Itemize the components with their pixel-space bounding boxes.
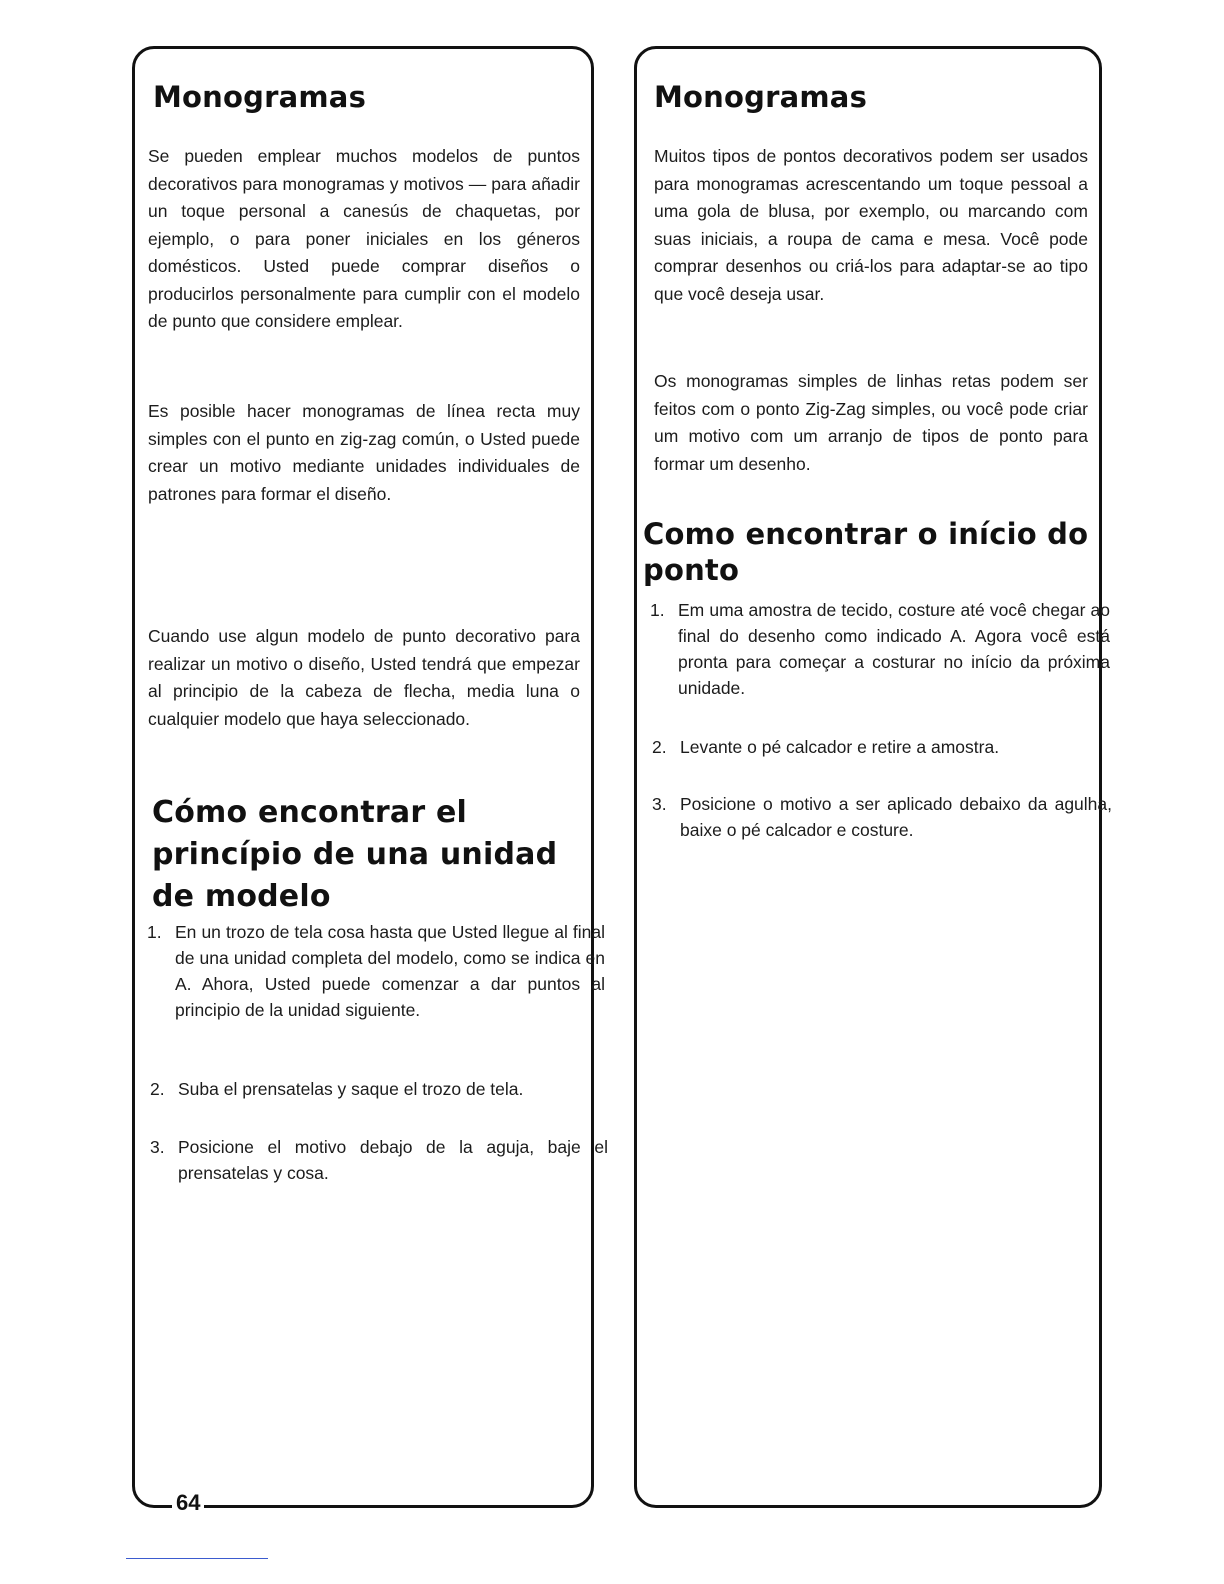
left-step-3-text: Posicione el motivo debajo de la aguja, baje el prensatelas y cosa. [178,1137,608,1183]
footer-underline [126,1558,268,1559]
left-step-2-text: Suba el prensatelas y saque el trozo de tela. [178,1079,524,1099]
left-step-1 [147,919,605,1023]
left-paragraph-2: Es posible hacer monogramas de línea recta muy simples con el punto en zig-zag común, o Usted puede crear un motivo mediante unidades individuales de patrones para formar el diseño. [148,401,580,504]
right-step-3-text: Posicione o motivo a ser aplicado debaixo da agulha, baixe o pé calcador e costure. [680,794,1112,840]
right-subheading-find-start: Como encontrar o início do ponto [643,517,1089,587]
left-step-3 [150,1134,608,1186]
left-step-3-number: 3. [150,1137,165,1157]
right-step-2 [652,734,1112,760]
left-subheading-find-start: Cómo encontrar el princípio de una unidad de modelo [152,795,558,914]
page-number: 64 [172,1490,204,1516]
right-step-3-number: 3. [652,794,667,814]
right-paragraph-1: Muitos tipos de pontos decorativos podem ser usados para monogramas acrescentando um toque pessoal a uma gola de blusa, por exemplo, ou marcando com suas iniciais, a roupa de cama e mesa. Você pode comprar desenhos ou criá-los para adaptar-se ao tipo que você deseja usar. [654,146,1088,304]
right-step-1-text: Em uma amostra de tecido, costure até você chegar ao final do desenho como indicado A. Agora você está pronta para começar a costurar no início da próxima unidade. [678,600,1110,698]
left-step-1-number: 1. [147,922,162,942]
right-step-3 [652,791,1112,843]
right-step-2-text: Levante o pé calcador e retire a amostra. [680,737,1000,757]
left-step-1-text: En un trozo de tela cosa hasta que Usted llegue al final de una unidad completa del modelo, como se indica en A. Ahora, Usted puede comenzar a dar puntos al principio de la unidad siguiente. [175,922,605,1020]
left-step-2 [150,1076,608,1102]
left-heading-monogramas: Monogramas [153,80,367,114]
right-step-2-number: 2. [652,737,667,757]
right-step-1 [650,597,1110,701]
left-paragraph-3: Cuando use algun modelo de punto decorativo para realizar un motivo o diseño, Usted tendrá que empezar al principio de la cabeza de flecha, media luna o cualquier modelo que haya seleccionado. [148,626,580,729]
left-paragraph-1: Se pueden emplear muchos modelos de puntos decorativos para monogramas y motivos — para añadir un toque personal a canesús de chaquetas, por ejemplo, o para poner iniciales en los géneros domésticos. Usted puede comprar diseños o producirlos personalmente para cumplir con el modelo de punto que considere emplear. [148,146,580,331]
right-paragraph-2: Os monogramas simples de linhas retas podem ser feitos com o ponto Zig-Zag simples, ou você pode criar um motivo com um arranjo de tipos de ponto para formar um desenho. [654,371,1088,474]
right-step-1-number: 1. [650,600,665,620]
left-step-2-number: 2. [150,1079,165,1099]
right-heading-monogramas: Monogramas [654,80,868,114]
